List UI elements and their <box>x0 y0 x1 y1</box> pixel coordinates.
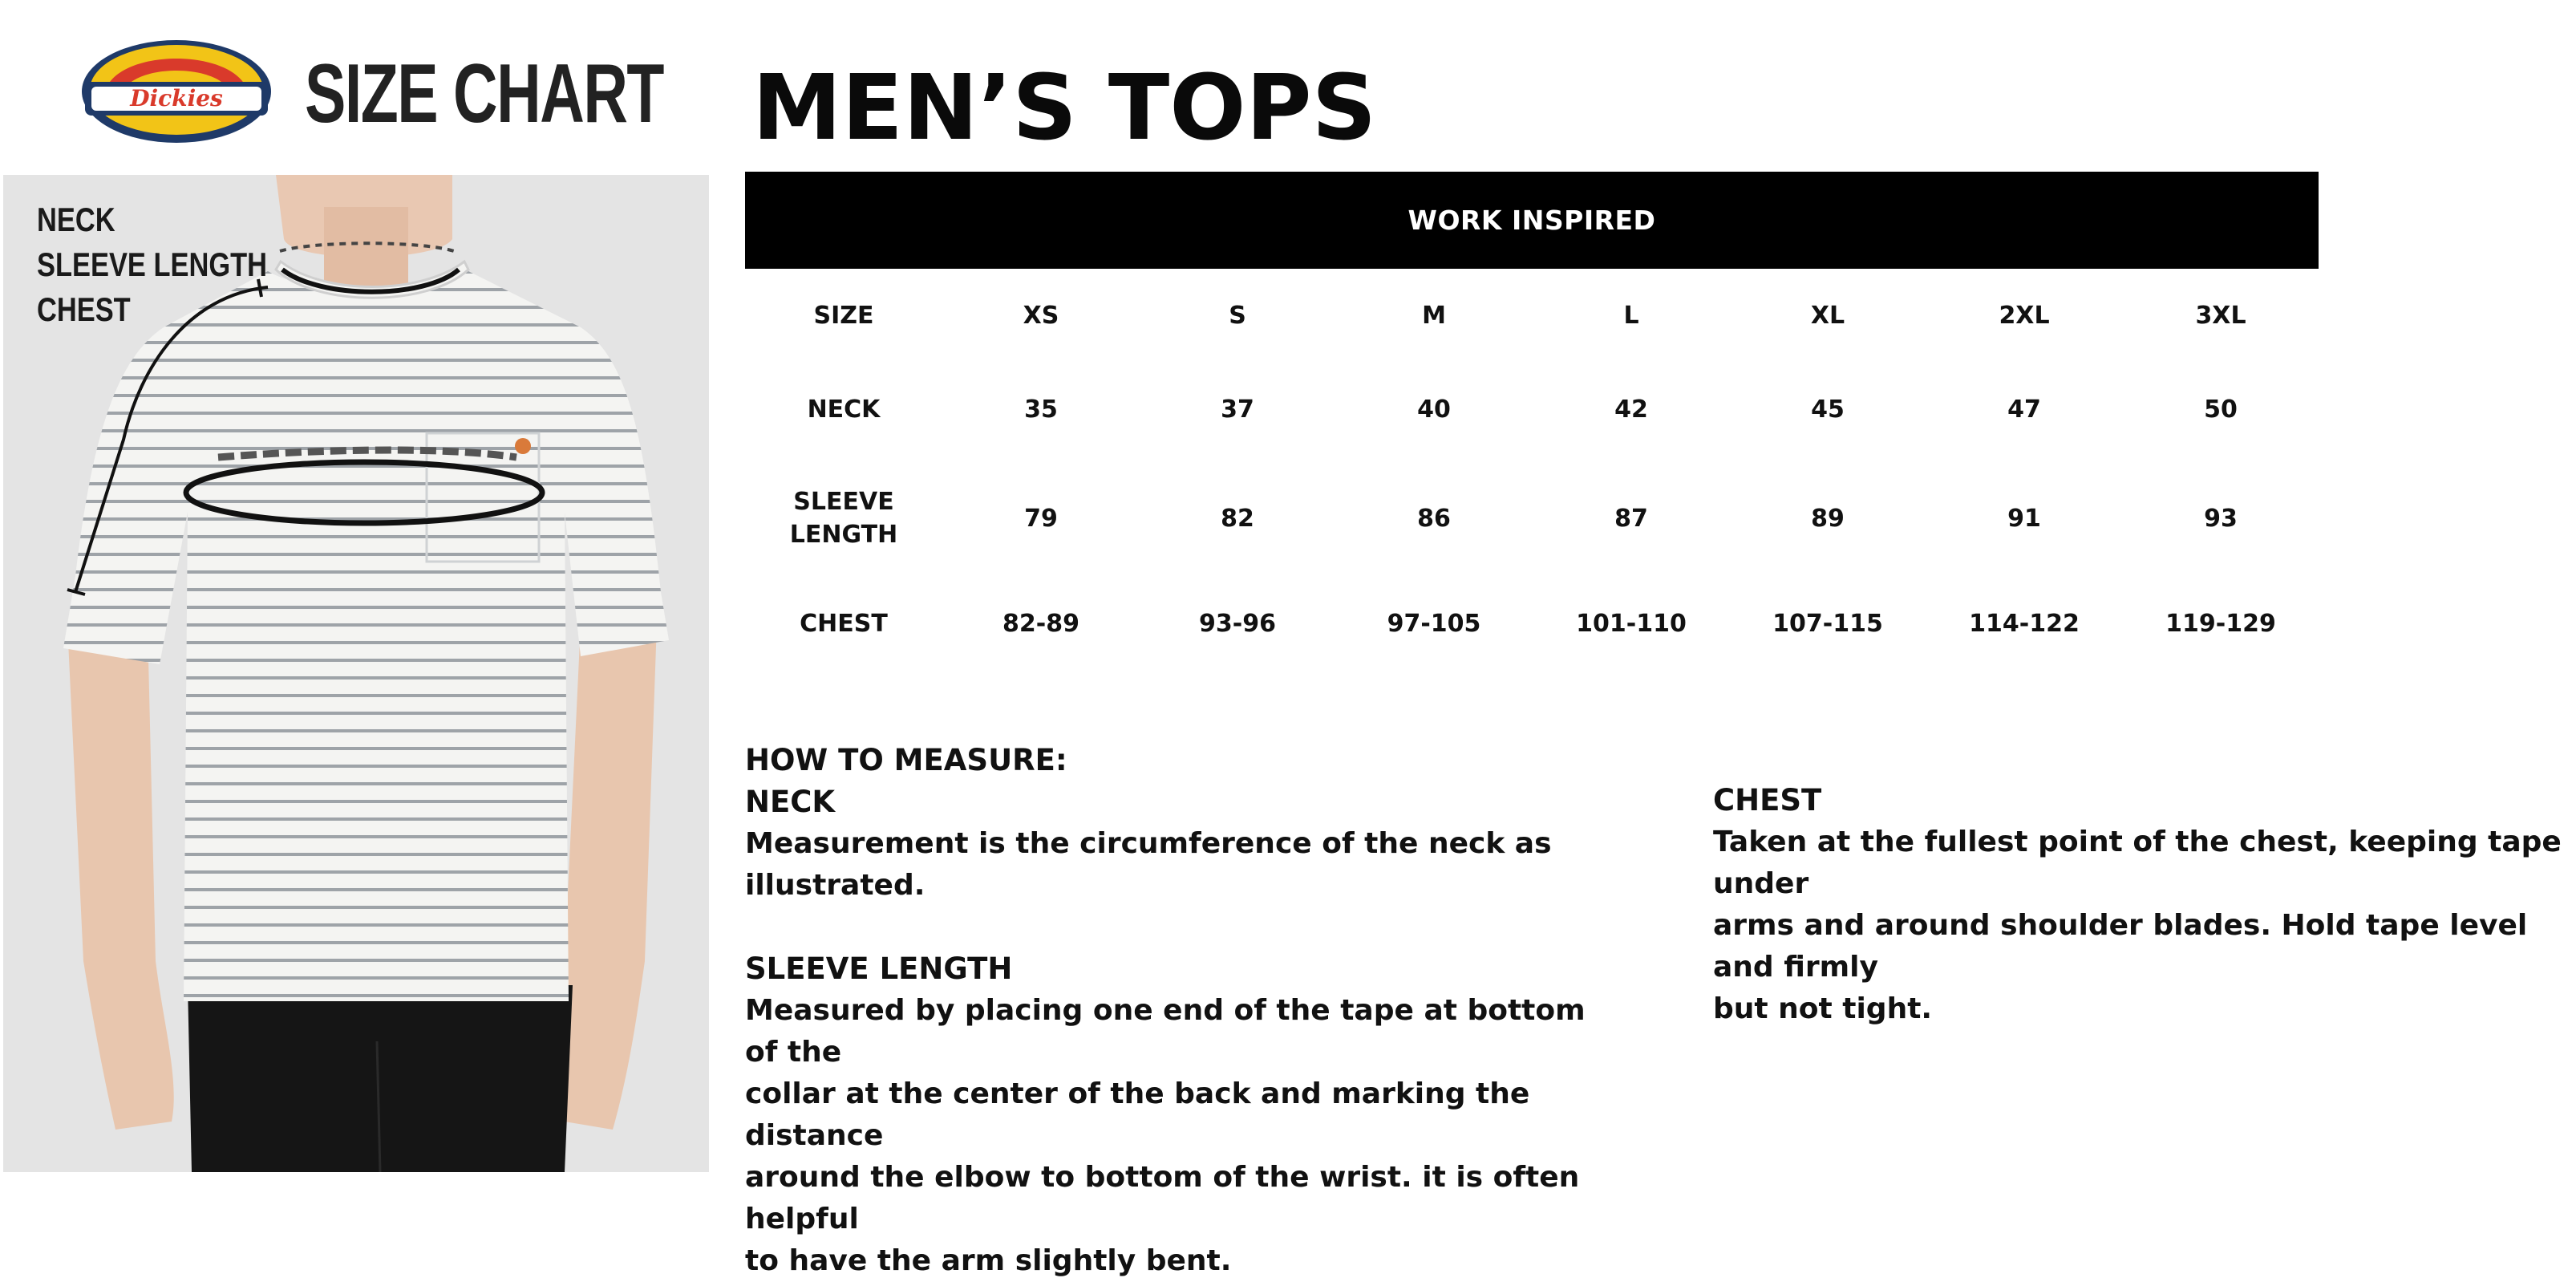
sleeve-length-heading: SLEEVE LENGTH <box>745 951 1013 986</box>
table-cell: 93-96 <box>1199 609 1276 638</box>
table-row-sleeve-length <box>745 478 2319 558</box>
header-cell: S <box>1229 301 1246 330</box>
table-cell: 79 <box>1024 504 1058 533</box>
header-cell: 3XL <box>2195 301 2246 330</box>
page-title: MEN’S TOPS <box>752 56 1377 160</box>
table-cell: 114-122 <box>1969 609 2080 638</box>
sleeve-text-line: Measured by placing one end of the tape at bottom of the <box>745 994 1586 1069</box>
table-cell: 82 <box>1221 504 1254 533</box>
table-cell: 35 <box>1024 395 1058 424</box>
how-to-measure-left <box>745 740 1595 1282</box>
legend-chest: CHEST <box>37 290 131 328</box>
chest-heading: CHEST <box>1713 783 1822 817</box>
table-cell: 40 <box>1417 395 1451 424</box>
table-cell: 119-129 <box>2165 609 2276 638</box>
table-cell: 37 <box>1221 395 1254 424</box>
spacer <box>745 907 1595 948</box>
table-header-row <box>745 275 2319 355</box>
neck-text-line: illustrated. <box>745 869 925 902</box>
table-row-neck <box>745 369 2319 449</box>
table-cell: 97-105 <box>1387 609 1481 638</box>
sleeve-text-line: collar at the center of the back and marking the distance <box>745 1077 1530 1152</box>
legend-neck: NECK <box>37 201 115 238</box>
table-cell: 86 <box>1417 504 1451 533</box>
row-label: CHEST <box>800 609 888 638</box>
table-cell: 42 <box>1614 395 1648 424</box>
table-cell: 87 <box>1614 504 1648 533</box>
table-cell: 50 <box>2204 395 2238 424</box>
header-cell: SIZE <box>813 301 874 330</box>
table-cell: 93 <box>2204 504 2238 533</box>
header-cell: XL <box>1810 301 1845 330</box>
sleeve-text-line: around the elbow to bottom of the wrist. it is often helpful <box>745 1161 1580 1235</box>
header-cell: L <box>1623 301 1639 330</box>
header-cell: M <box>1422 301 1446 330</box>
table-cell: 91 <box>2007 504 2041 533</box>
table-row-chest <box>745 583 2319 663</box>
table-cell: 82-89 <box>1002 609 1079 638</box>
chest-text-line: Taken at the fullest point of the chest, keeping tape under <box>1713 826 2562 900</box>
row-label: NECK <box>807 395 881 424</box>
svg-text:Dickies: Dickies <box>130 85 223 112</box>
chest-text-line: but not tight. <box>1713 992 1933 1025</box>
header-cell: 2XL <box>1999 301 2050 330</box>
dickies-logo <box>80 39 273 144</box>
measurement-legend <box>37 197 267 332</box>
chest-text-line: arms and around shoulder blades. Hold tape level and firmly <box>1713 909 2528 984</box>
table-cell: 101-110 <box>1576 609 1687 638</box>
size-chart-title: SIZE CHART <box>305 47 663 140</box>
table-cell: 47 <box>2007 395 2041 424</box>
how-to-measure-right <box>1713 780 2571 1030</box>
legend-sleeve-length: SLEEVE LENGTH <box>37 245 268 283</box>
model-photo <box>3 175 709 1172</box>
table-cell: 107-115 <box>1772 609 1883 638</box>
sleeve-text-line: to have the arm slightly bent. <box>745 1244 1232 1277</box>
dickies-horseshoe-logo-icon <box>80 39 273 144</box>
table-cell: 89 <box>1811 504 1845 533</box>
neck-text-line: Measurement is the circumference of the neck as <box>745 827 1552 860</box>
table-band-work-inspired: WORK INSPIRED <box>745 172 2319 269</box>
how-to-measure-title: HOW TO MEASURE: <box>745 743 1067 777</box>
row-label: SLEEVE LENGTH <box>789 488 898 549</box>
table-cell: 45 <box>1811 395 1845 424</box>
header-cell: XS <box>1023 301 1059 330</box>
neck-heading: NECK <box>745 785 836 819</box>
